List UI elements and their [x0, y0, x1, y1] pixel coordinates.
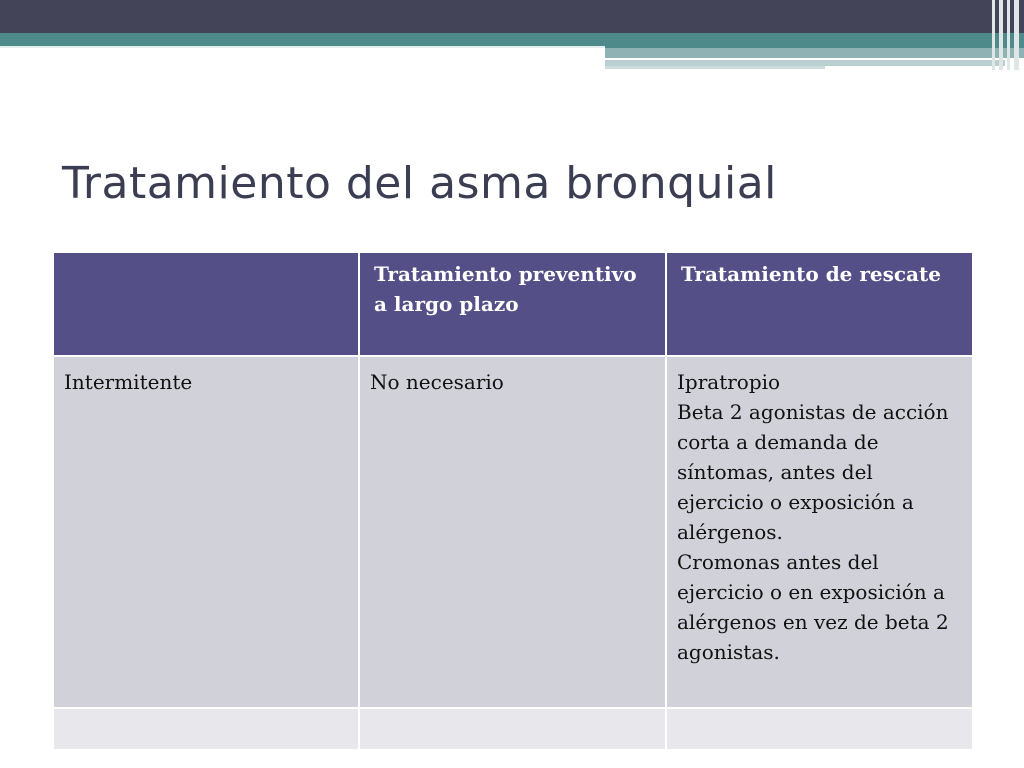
slide-title: Tratamiento del asma bronquial — [62, 158, 777, 209]
rescue-line: Cromonas antes del ejercicio o en exposición a alérgenos en vez de beta 2 agonistas. — [677, 550, 949, 664]
header-band-line-short — [605, 66, 825, 69]
cell-category: Intermitente — [53, 356, 359, 708]
header-band-teal-light — [605, 48, 1024, 58]
header-band-highlight — [0, 46, 605, 48]
header-band-dark — [0, 0, 1024, 33]
header-cell-preventive: Tratamiento preventivo a largo plazo — [359, 252, 666, 356]
header-cell-rescue: Tratamiento de rescate — [666, 252, 973, 356]
rescue-line: Ipratropio — [677, 370, 781, 394]
cell-rescue — [666, 356, 973, 708]
rescue-line: Beta 2 agonistas de acción corta a demanda de síntomas, antes del ejercicio o exposición a alérgenos. — [677, 400, 949, 544]
header-stripes-decoration — [990, 0, 1024, 70]
treatment-table — [52, 251, 974, 751]
cell-empty — [666, 708, 973, 750]
table-row — [53, 356, 973, 708]
cell-empty — [53, 708, 359, 750]
table-header-row — [53, 252, 973, 356]
cell-empty — [359, 708, 666, 750]
cell-preventive: No necesario — [359, 356, 666, 708]
table-row-empty — [53, 708, 973, 750]
header-cell-empty — [53, 252, 359, 356]
